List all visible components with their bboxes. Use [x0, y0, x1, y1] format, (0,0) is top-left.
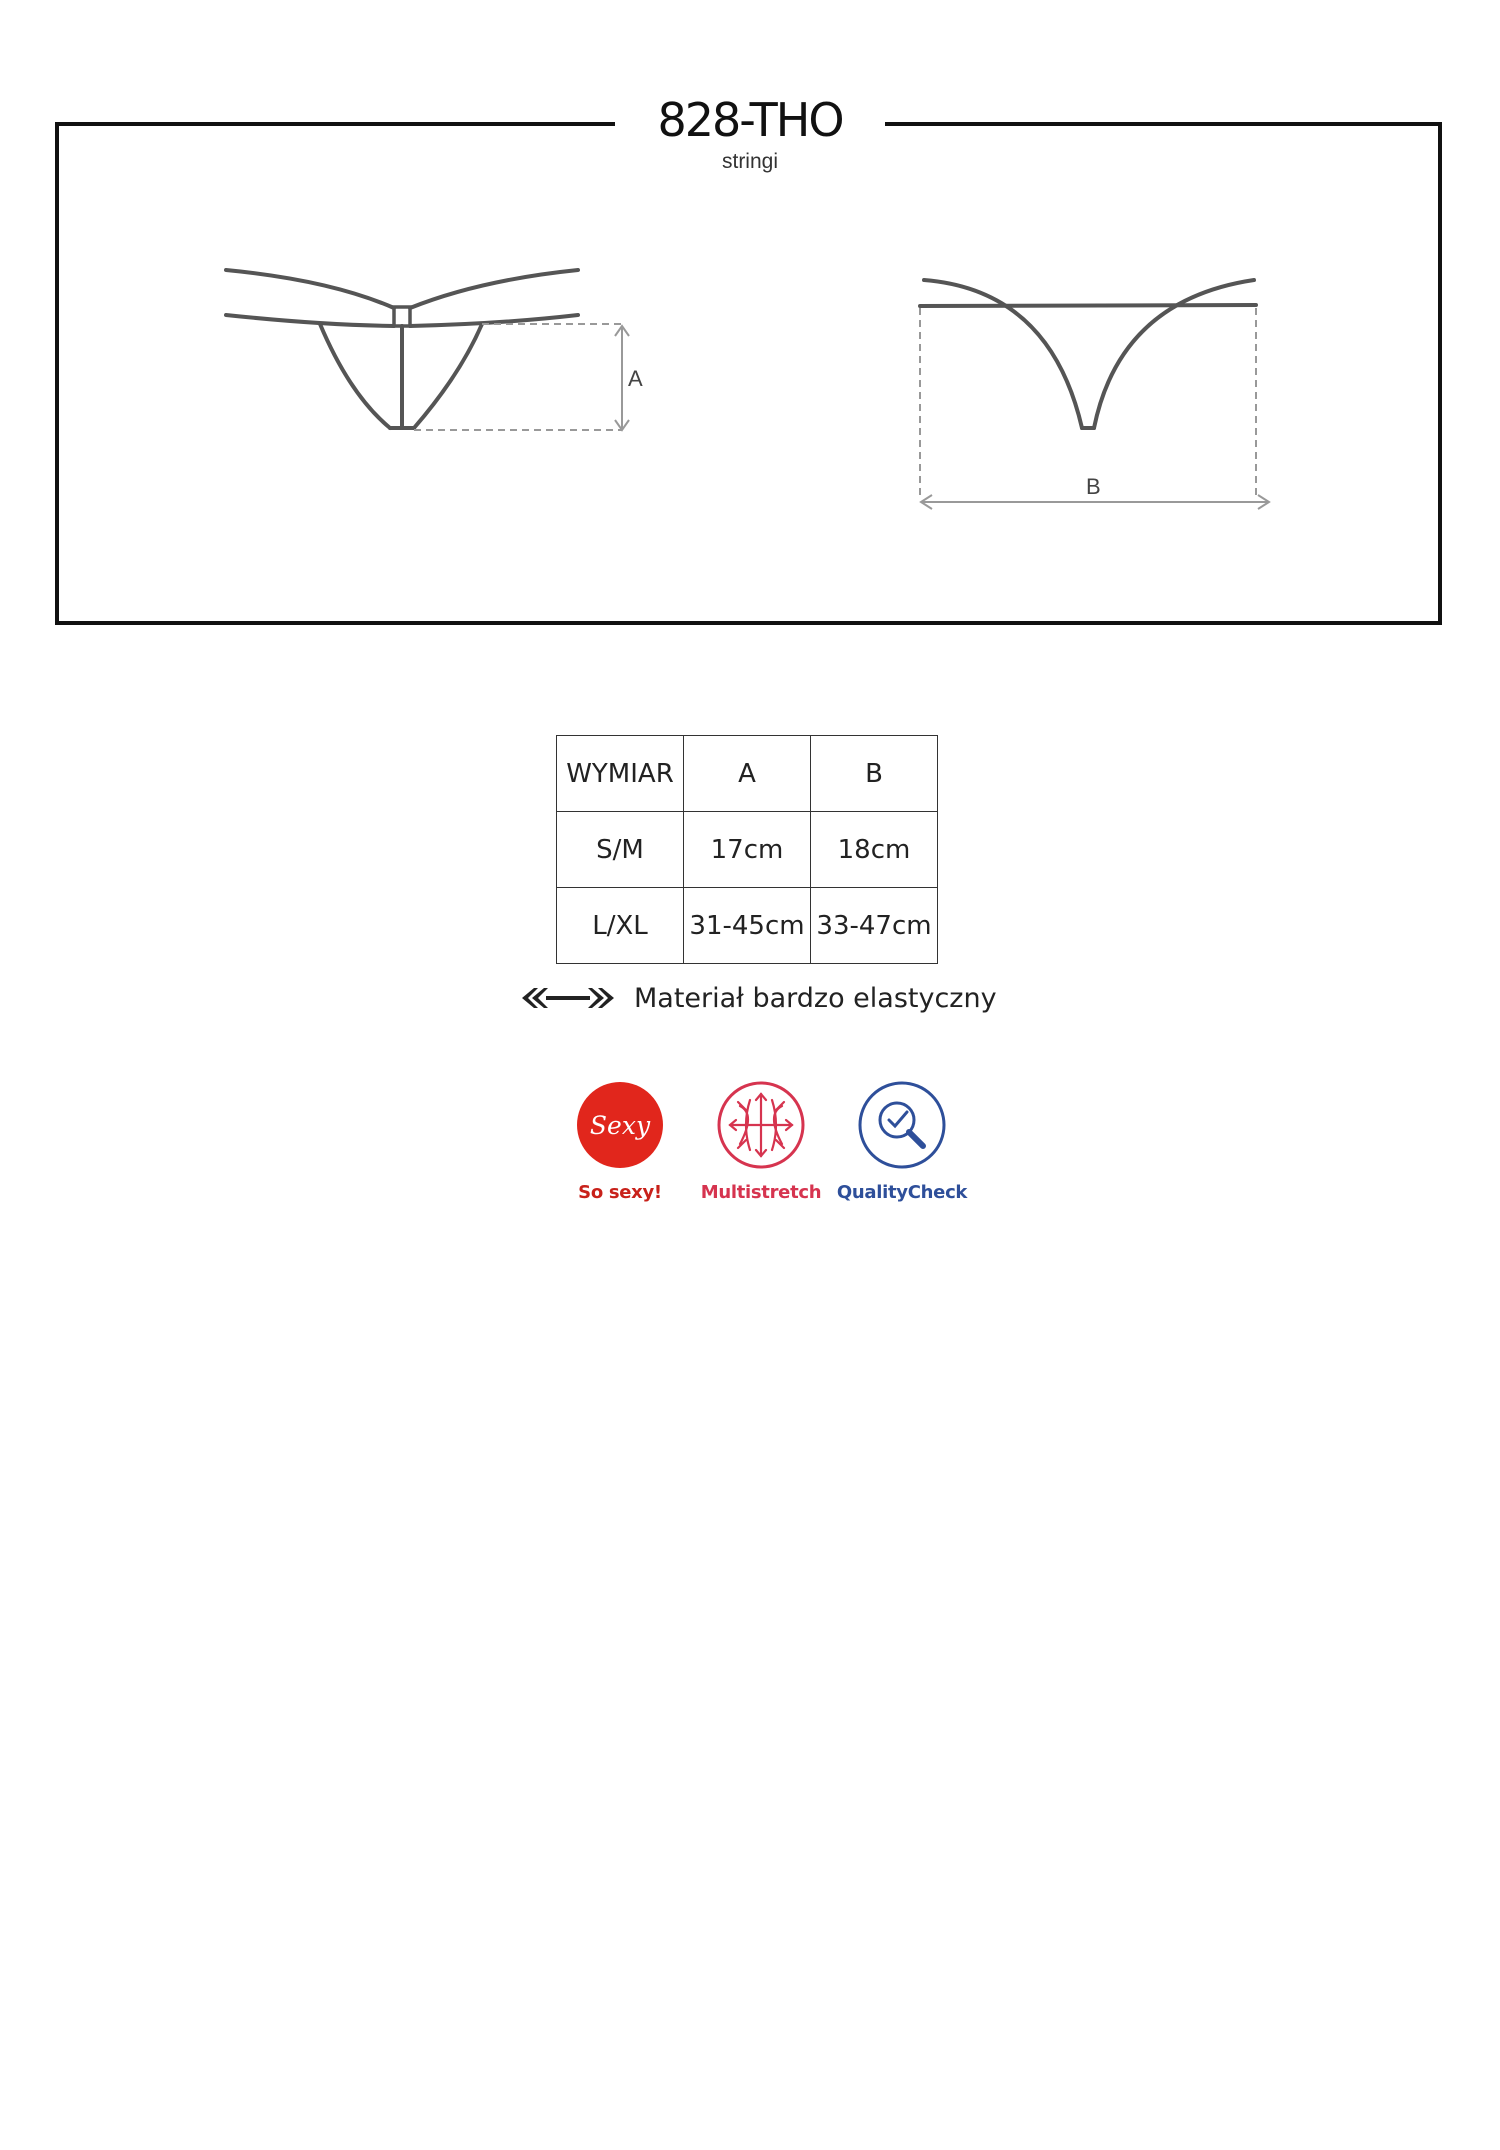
badge-multistretch — [681, 1080, 841, 1203]
badge-label: Multistretch — [700, 1182, 822, 1203]
table-cell: 31-45cm — [684, 888, 811, 964]
dimension-a-label: A — [628, 366, 643, 391]
size-table — [556, 735, 938, 964]
table-header-cell: A — [684, 736, 811, 812]
dimension-b-label: B — [1086, 474, 1101, 499]
sexy-logo-text: Sexy — [589, 1111, 651, 1140]
stretch-note-text: Materiał bardzo elastyczny — [634, 982, 997, 1014]
sexy-seal-icon — [575, 1080, 665, 1170]
table-cell: 33-47cm — [811, 888, 938, 964]
table-header-cell: B — [811, 736, 938, 812]
multistretch-icon — [716, 1080, 806, 1170]
table-cell: 18cm — [811, 812, 938, 888]
badge-quality-check — [822, 1080, 982, 1203]
table-cell: 17cm — [684, 812, 811, 888]
back-view-drawing — [920, 280, 1256, 428]
badge-so-sexy — [540, 1080, 700, 1203]
stretch-note — [520, 978, 997, 1018]
garment-diagrams — [0, 0, 1500, 700]
front-view-drawing — [226, 270, 578, 428]
table-header-cell: WYMIAR — [557, 736, 684, 812]
table-cell: L/XL — [557, 888, 684, 964]
product-subtitle: stringi — [721, 150, 779, 173]
table-header-row — [557, 736, 938, 812]
table-row — [557, 888, 938, 964]
dimension-a — [414, 324, 629, 430]
stretch-arrows-icon — [520, 986, 616, 1010]
feature-badges — [540, 1080, 980, 1210]
product-title: 828-THO — [657, 93, 843, 147]
table-cell: S/M — [557, 812, 684, 888]
badge-label: QualityCheck — [836, 1182, 968, 1203]
table-row — [557, 812, 938, 888]
badge-label: So sexy! — [578, 1182, 662, 1203]
quality-check-icon — [857, 1080, 947, 1170]
